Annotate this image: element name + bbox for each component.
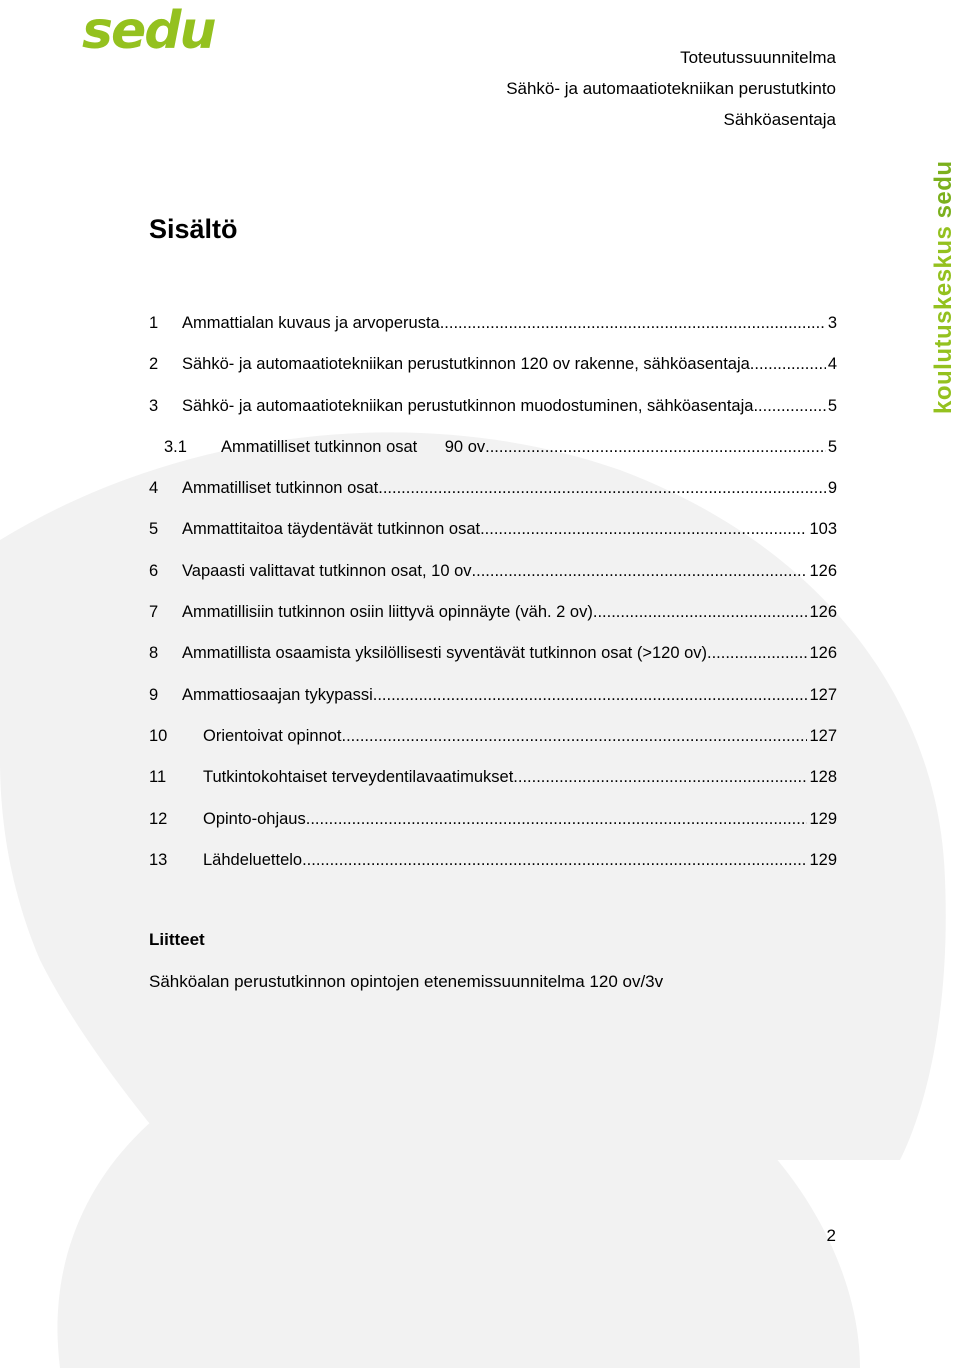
page-number: 2 [826,1226,836,1245]
toc-entry-label: Opinto-ohjaus [203,809,306,828]
table-of-contents [149,306,837,884]
toc-entry-label: Ammatillista osaamista yksilöllisesti syventävät tutkinnon osat (>120 ov) [182,644,708,663]
toc-entry-label: Vapaasti valittavat tutkinnon osat, 10 ov [182,561,472,580]
toc-entry[interactable] [149,512,837,553]
toc-dot-leader [753,389,825,423]
toc-entry-page: 127 [809,726,837,745]
toc-entry[interactable] [149,595,837,636]
toc-entry-page: 127 [809,685,837,704]
toc-dot-leader [593,595,808,629]
toc-entry-label: Orientoivat opinnot [203,726,342,745]
toc-entry-label: Tutkintokohtaiset terveydentilavaatimukset [203,768,514,787]
toc-entry[interactable] [149,678,837,719]
toc-entry-page: 126 [809,561,837,580]
toc-entry[interactable] [149,554,837,595]
toc-entry-page: 126 [809,644,837,663]
header-line-3: Sähköasentaja [723,110,836,129]
toc-entry-page: 103 [809,520,837,539]
toc-dot-leader [480,512,807,546]
toc-entry-page: 129 [809,809,837,828]
document-header [506,42,836,135]
vertical-brand-text-1: koulutuskeskus [930,225,957,414]
toc-entry-page: 3 [827,314,837,332]
toc-entry-label: Ammatilliset tutkinnon osat 90 ov [221,437,486,456]
toc-entry-page: 126 [809,603,837,622]
toc-entry-number: 9 [149,685,159,704]
toc-entry-page: 9 [827,479,837,498]
toc-dot-leader [306,802,808,836]
toc-entry[interactable] [149,719,837,760]
toc-entry-label: Ammatilliset tutkinnon osat [182,479,379,498]
toc-dot-leader [485,430,826,464]
toc-entry-number: 10 [149,726,168,745]
toc-entry[interactable] [149,389,837,430]
vertical-brand-text [930,160,958,414]
toc-entry-number: 8 [149,644,159,663]
toc-entry-number: 6 [149,561,159,580]
toc-entry-page: 4 [827,355,837,374]
toc-entry-label: Ammatillisiin tutkinnon osiin liittyvä opinnäyte (väh. 2 ov) [182,603,593,622]
toc-entry-label: Lähdeluettelo [203,850,303,869]
toc-dot-leader [440,306,826,340]
toc-dot-leader [707,636,807,670]
toc-entry[interactable] [149,347,837,388]
toc-entry-number: 3.1 [164,437,187,456]
logo-text: sedu [82,2,215,58]
toc-entry[interactable] [149,430,837,471]
toc-dot-leader [513,760,807,794]
vertical-brand-text-2: sedu [930,160,957,219]
toc-entry[interactable] [149,760,837,801]
toc-entry-page: 5 [827,437,837,456]
toc-entry-label: Sähkö- ja automaatiotekniikan perustutkinnon muodostuminen, sähköasentaja [182,396,754,415]
toc-entry-number: 12 [149,809,168,828]
toc-entry-number: 5 [149,520,159,539]
toc-dot-leader [342,719,808,753]
attachments-title: Liitteet [149,930,205,949]
toc-entry-number: 1 [149,314,159,332]
toc-entry-label: Ammattiosaajan tykypassi [182,685,373,704]
toc-dot-leader [472,554,808,588]
toc-entry-page: 128 [809,768,837,787]
toc-entry-number: 13 [149,850,168,869]
toc-title: Sisältö [149,214,238,244]
toc-entry[interactable] [149,802,837,843]
toc-dot-leader [378,471,826,505]
toc-entry[interactable] [149,843,837,884]
toc-entry[interactable] [149,636,837,677]
toc-entry-label: Ammattialan kuvaus ja arvoperusta [182,314,440,332]
header-line-1: Toteutussuunnitelma [680,48,836,67]
toc-entry-number: 11 [149,768,167,787]
toc-entry-page: 5 [827,396,837,415]
toc-entry[interactable] [149,471,837,512]
toc-dot-leader [750,347,826,381]
toc-entry-number: 7 [149,603,159,622]
toc-entry-number: 2 [149,355,159,374]
toc-entry-label: Ammattitaitoa täydentävät tutkinnon osat [182,520,481,539]
toc-entry-number: 3 [149,396,159,415]
toc-entry-label: Sähkö- ja automaatiotekniikan perustutkinnon 120 ov rakenne, sähköasentaja [182,355,750,374]
toc-dot-leader [302,843,807,877]
attachment-item[interactable]: Sähköalan perustutkinnon opintojen etenemissuunnitelma 120 ov/3v [149,972,664,991]
toc-entry-page: 129 [809,850,837,869]
header-line-2: Sähkö- ja automaatiotekniikan perustutkinto [506,79,836,98]
toc-entry[interactable] [149,306,837,347]
toc-dot-leader [373,678,808,712]
sedu-logo [80,2,230,58]
toc-entry-number: 4 [149,479,159,498]
